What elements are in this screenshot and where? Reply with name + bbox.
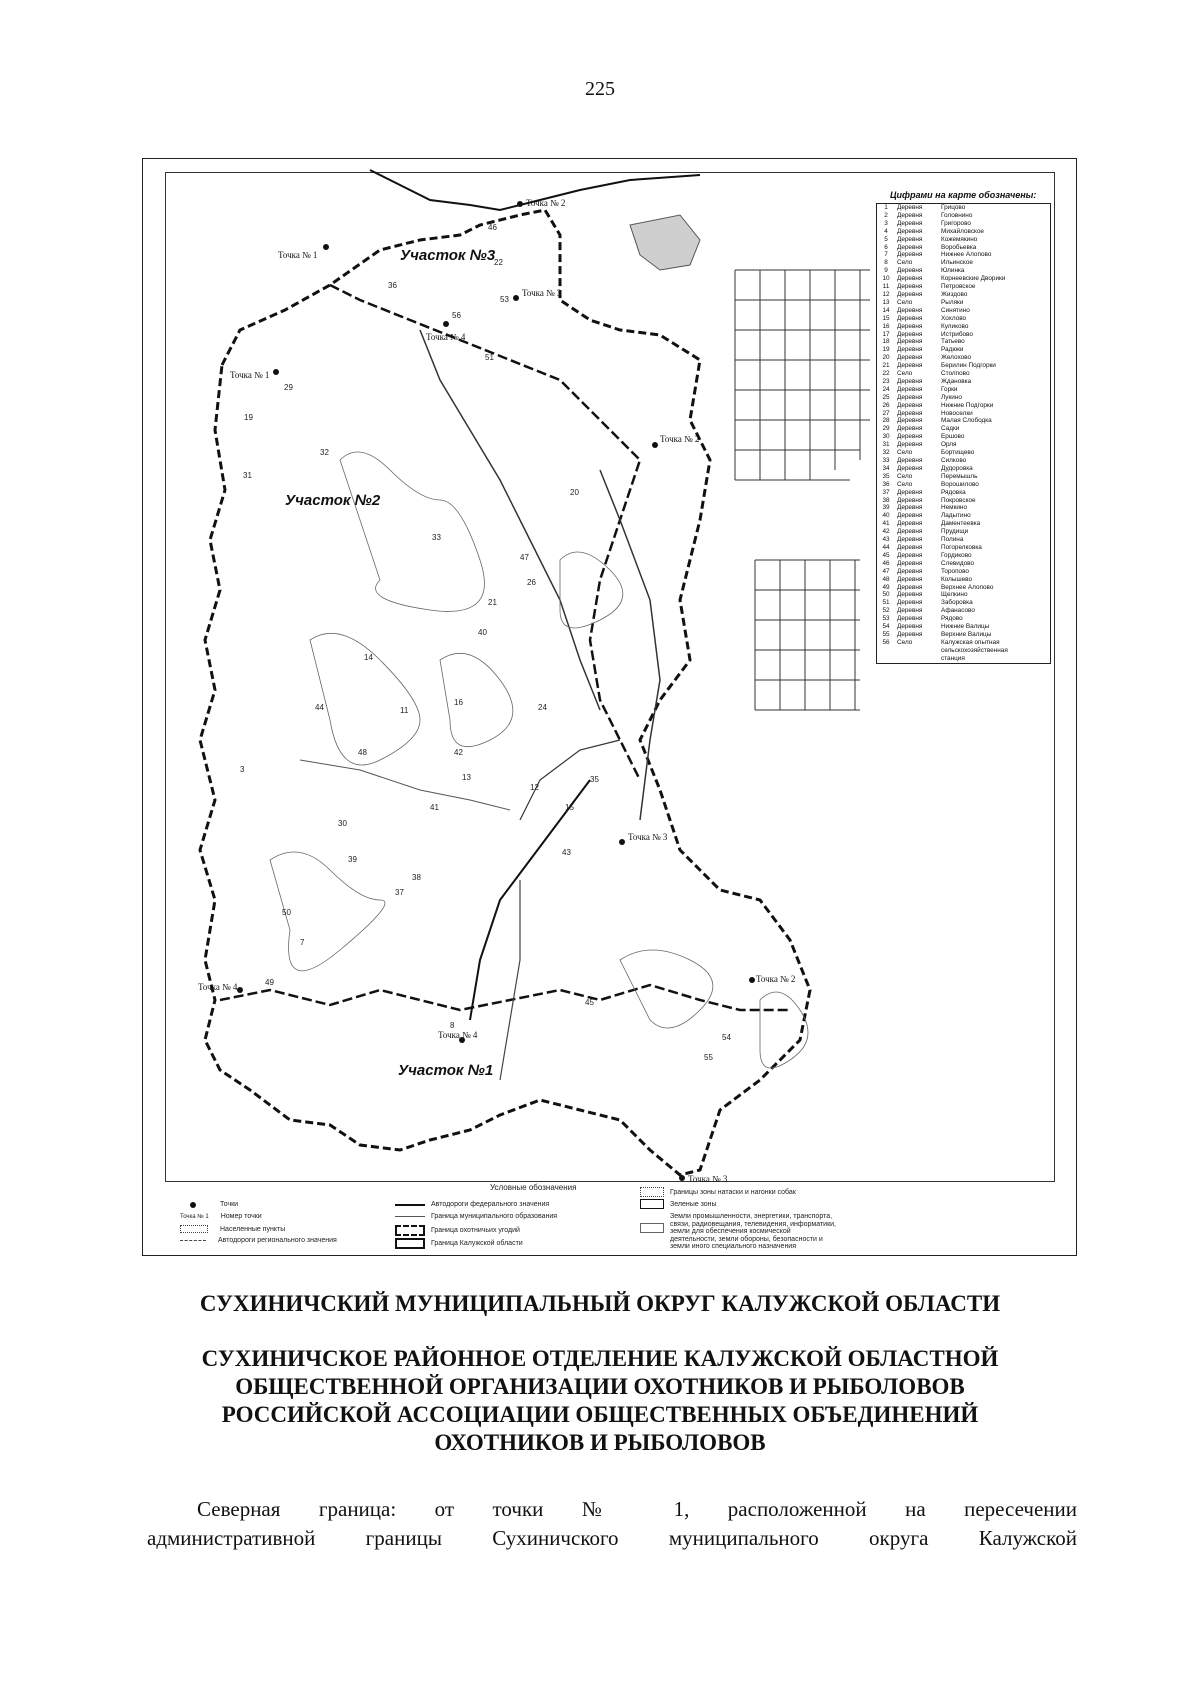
legend-green-zones: Зеленые зоны	[640, 1199, 717, 1209]
svg-text:41: 41	[430, 803, 439, 812]
index-row: 5 Деревня Кожемякино	[884, 235, 978, 243]
index-row: 46 Деревня Слевидово	[882, 559, 975, 567]
point-markers	[237, 201, 755, 1181]
index-row: 17 Деревня Истрибово	[882, 330, 973, 338]
svg-text:31: 31	[243, 471, 252, 480]
svg-text:7: 7	[300, 938, 305, 947]
point-label: Точка № 3	[688, 1174, 728, 1184]
index-row: 52 Деревня Афанасово	[882, 607, 975, 615]
svg-text:30: 30	[338, 819, 347, 828]
map-legend	[160, 1183, 1050, 1253]
sukhinichi-town	[630, 215, 700, 270]
point-label: Точка № 3	[628, 832, 668, 842]
svg-text:48: 48	[358, 748, 367, 757]
svg-text:37: 37	[395, 888, 404, 897]
svg-text:38: 38	[412, 873, 421, 882]
svg-text:49: 49	[265, 978, 274, 987]
svg-text:29: 29	[284, 383, 293, 392]
index-row: 6 Деревня Воробьевка	[884, 243, 977, 251]
svg-text:54: 54	[722, 1033, 731, 1042]
legend-point-number: Точка № 1 Номер точки	[180, 1213, 262, 1220]
point-label: Точка № 4	[198, 982, 238, 992]
svg-text:44: 44	[315, 703, 324, 712]
index-row: 51 Деревня Заборовка	[882, 599, 973, 607]
point-label: Точка № 4	[438, 1030, 478, 1040]
index-row: 28 Деревня Малая Слободка	[882, 417, 992, 425]
index-row: 25 Деревня Лукино	[882, 393, 962, 401]
index-row: 44 Деревня Погорелковка	[882, 543, 982, 551]
index-row: 42 Деревня Прудищи	[882, 528, 969, 536]
svg-text:22: 22	[494, 258, 503, 267]
svg-text:36: 36	[388, 281, 397, 290]
index-table	[876, 203, 1051, 664]
index-row: 35 Село Перемышль	[882, 472, 978, 480]
index-row: 38 Деревня Покровское	[882, 496, 976, 504]
index-row: 14 Деревня Синятино	[882, 306, 970, 314]
settlement-numbers	[240, 223, 731, 1062]
index-row: 22 Село Столпово	[882, 370, 970, 378]
index-row: 47 Деревня Торопово	[882, 567, 969, 575]
svg-text:20: 20	[570, 488, 579, 497]
svg-text:51: 51	[485, 353, 494, 362]
svg-text:56: 56	[452, 311, 461, 320]
svg-text:43: 43	[562, 848, 571, 857]
point-label: Точка № 3	[522, 288, 562, 298]
index-row: 11 Деревня Петровское	[882, 283, 976, 291]
point-label: Точка № 2	[660, 434, 700, 444]
road-a	[420, 330, 600, 710]
index-row: 40 Деревня Ладытино	[882, 512, 971, 520]
svg-text:39: 39	[348, 855, 357, 864]
svg-text:13: 13	[462, 773, 471, 782]
index-row: 30 Деревня Ершово	[882, 433, 965, 441]
svg-text:35: 35	[590, 775, 599, 784]
index-row: 27 Деревня Новоселки	[882, 409, 973, 417]
index-row: 7 Деревня Нижнее Алопово	[884, 251, 992, 259]
area-border-3	[470, 780, 590, 1020]
road-b	[600, 470, 660, 820]
index-row: 43 Деревня Полина	[882, 536, 964, 544]
index-row: 50 Деревня Щелкино	[882, 591, 968, 599]
index-row: 10 Деревня Корнеевские Дворики	[882, 275, 1006, 283]
grid-plots	[735, 270, 870, 710]
svg-text:50: 50	[282, 908, 291, 917]
district-boundary	[200, 210, 810, 1175]
road-d	[300, 760, 510, 810]
legend-points: Точки	[180, 1201, 238, 1208]
index-row: 53 Деревня Рядово	[882, 615, 963, 623]
settlement-index	[876, 190, 1051, 664]
legend-settlements: Населенные пункты	[180, 1225, 285, 1233]
legend-regional-roads: Автодороги регионального значения	[180, 1237, 337, 1244]
index-row: 49 Деревня Верхнее Алопово	[882, 583, 994, 591]
index-row: 13 Село Рыляки	[882, 298, 964, 306]
svg-text:19: 19	[244, 413, 253, 422]
index-row: 31 Деревня Орля	[882, 441, 957, 449]
svg-text:32: 32	[320, 448, 329, 457]
svg-text:12: 12	[530, 783, 539, 792]
svg-text:53: 53	[500, 295, 509, 304]
legend-federal-roads: Автодороги федерального значения	[395, 1201, 549, 1208]
index-row: 21 Деревня Берилин Подгорки	[882, 362, 996, 370]
organization-heading: СУХИНИЧСКОЕ РАЙОННОЕ ОТДЕЛЕНИЕ КАЛУЖСКОЙ ОБЛАСТНОЙ ОБЩЕСТВЕННОЙ ОРГАНИЗАЦИИ ОХОТНИКОВ И РЫБОЛОВОВ РОССИЙСКОЙ АССОЦИАЦИИ ОБЩЕСТВЕННЫХ ОБЪЕДИНЕНИЙ ОХОТНИКОВ И РЫБОЛОВОВ	[201, 1346, 999, 1455]
index-row: 9 Деревня Юлинка	[884, 267, 965, 275]
svg-text:40: 40	[478, 628, 487, 637]
legend-title: Условные обозначения	[490, 1183, 577, 1192]
index-row: 41 Деревня Даментеевка	[882, 520, 981, 528]
index-row: 39 Деревня Немкино	[882, 504, 968, 512]
svg-text:26: 26	[527, 578, 536, 587]
point-symbol-icon	[190, 1202, 196, 1208]
index-row: 19 Деревня Радюки	[882, 346, 964, 354]
boundary-description: Северная граница: от точки № 1, расположенной на пересечении административной границы Сухиничского муниципального округа Калужской	[147, 1497, 1077, 1550]
svg-text:46: 46	[488, 223, 497, 232]
index-row: 18 Деревня Татьево	[882, 338, 965, 346]
point-label: Точка № 4	[426, 332, 466, 342]
area-label-1: Участок №1	[398, 1062, 494, 1079]
index-row: 23 Деревня Ждановка	[882, 377, 972, 385]
forest-outlines	[270, 452, 808, 1068]
district-heading: СУХИНИЧСКИЙ МУНИЦИПАЛЬНЫЙ ОКРУГ КАЛУЖСКОЙ ОБЛАСТИ	[199, 1291, 1001, 1316]
index-row: 8 Село Ильинское	[884, 259, 973, 267]
index-row: 24 Деревня Горки	[882, 385, 958, 393]
svg-text:55: 55	[704, 1053, 713, 1062]
point-label: Точка № 2	[526, 198, 566, 208]
area-border-2	[220, 985, 790, 1010]
svg-text:24: 24	[538, 703, 547, 712]
index-row: 26 Деревня Нижние Подгорки	[882, 401, 994, 409]
index-row: 32 Село Бортищево	[882, 449, 975, 457]
legend-nagonka-zone: Границы зоны натаски и нагонки собак	[640, 1187, 796, 1197]
road-e	[500, 880, 520, 1080]
svg-text:16: 16	[454, 698, 463, 707]
legend-special-lands: Земли промышленности, энергетики, транспорта, связи, радиовещания, телевидения, информатики, земли для обеспечения космической деятельности, земли обороны, безопасности и земли иного специального назначения	[640, 1213, 836, 1251]
legend-kaluga-border: Граница Калужской области	[395, 1238, 523, 1249]
index-row: 3 Деревня Григорово	[884, 219, 971, 227]
legend-hunting-border: Граница охотничьих угодий	[395, 1225, 520, 1236]
svg-text:15: 15	[565, 803, 574, 812]
svg-text:45: 45	[585, 998, 594, 1007]
index-row: 20 Деревня Желохово	[882, 354, 972, 362]
legend-municipal-border: Граница муниципального образования	[395, 1213, 557, 1220]
index-row: 56 Село Калужская опытная сельскохозяйственная станция	[882, 638, 1008, 662]
index-row: 37 Деревня Рядовка	[882, 488, 966, 496]
index-row: 36 Село Ворошилово	[882, 480, 979, 488]
index-row: 16 Деревня Куликово	[882, 322, 969, 330]
svg-text:14: 14	[364, 653, 373, 662]
area-label-2: Участок №2	[285, 492, 381, 509]
index-title: Цифрами на карте обозначены:	[890, 190, 1037, 200]
point-label: Точка № 1	[230, 370, 270, 380]
point-label: Точка № 2	[756, 974, 796, 984]
index-row: 2 Деревня Головнино	[884, 211, 973, 219]
svg-text:42: 42	[454, 748, 463, 757]
svg-text:11: 11	[400, 706, 409, 715]
svg-text:8: 8	[450, 1021, 455, 1030]
index-row: 29 Деревня Садки	[882, 425, 960, 433]
index-row: 48 Деревня Колышево	[882, 575, 973, 583]
svg-text:47: 47	[520, 553, 529, 562]
area-label-3: Участок №3	[400, 247, 496, 264]
index-row: 34 Деревня Дудоровка	[882, 464, 973, 472]
index-row: 55 Деревня Верхние Валицы	[882, 630, 992, 638]
index-row: 54 Деревня Нижние Валицы	[882, 623, 990, 631]
index-row: 1 Деревня Грицово	[884, 204, 966, 211]
index-row: 45 Деревня Гордиково	[882, 551, 972, 559]
index-row: 33 Деревня Силково	[882, 457, 967, 464]
svg-text:33: 33	[432, 533, 441, 542]
index-row: 4 Деревня Михайловское	[884, 227, 984, 235]
index-row: 12 Деревня Жиздово	[882, 290, 968, 298]
point-label: Точка № 1	[278, 250, 318, 260]
svg-text:21: 21	[488, 598, 497, 607]
page-number: 225	[585, 78, 615, 100]
index-row: 15 Деревня Хохлово	[882, 314, 967, 322]
svg-text:3: 3	[240, 765, 245, 774]
